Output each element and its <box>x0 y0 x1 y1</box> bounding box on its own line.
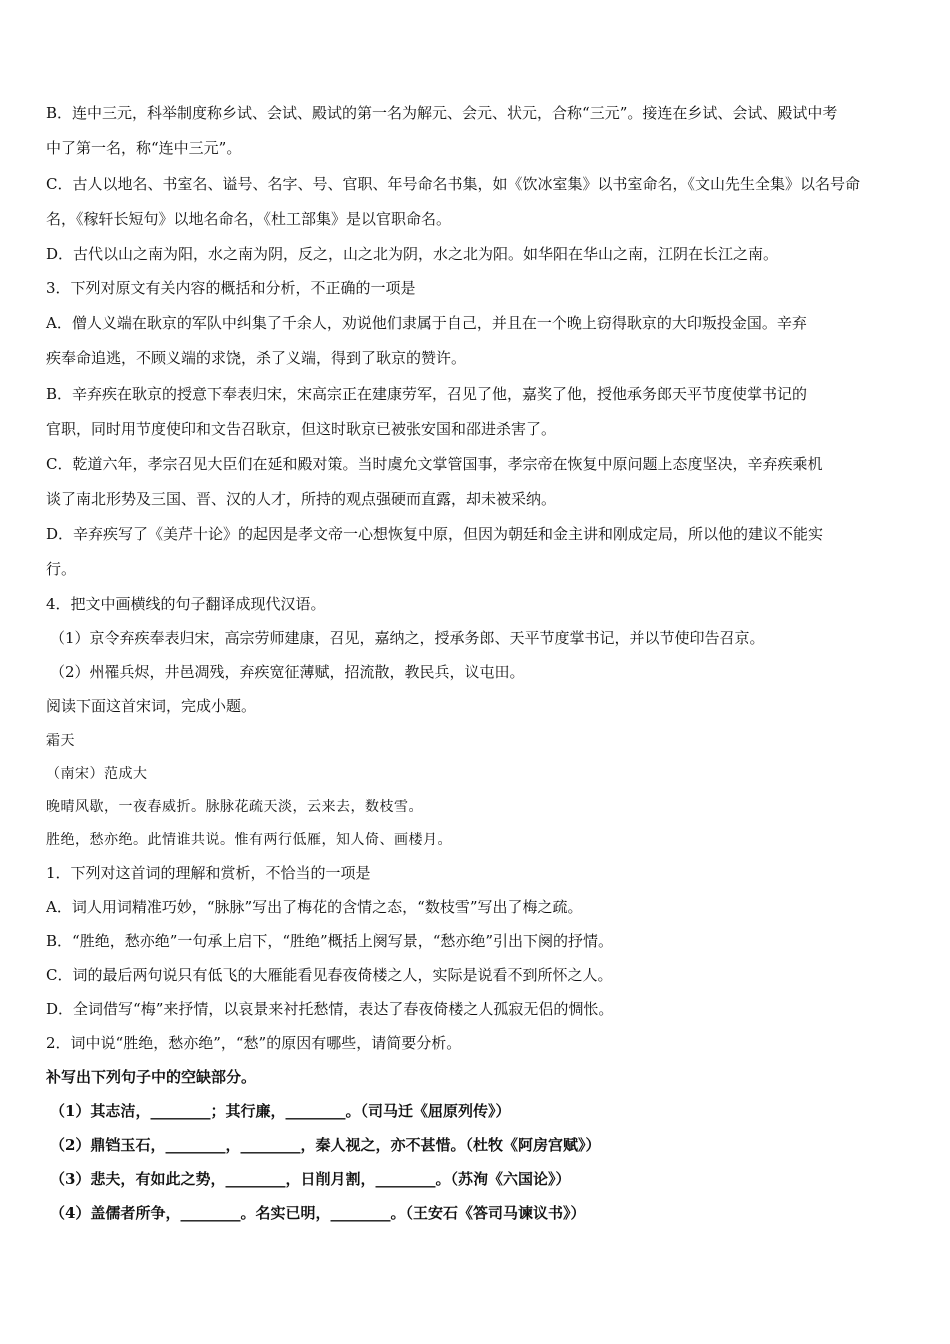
fill-in-item-3: （3）悲夫，有如此之势，________，日削月割，________。（苏洵《六国论》） <box>50 1170 571 1188</box>
poem-stanza-1: 晚晴风歇，一夜春威折。脉脉花疏天淡，云来去，数枝雪。 <box>46 799 423 815</box>
poem-question-2: 2．词中说“胜绝，愁亦绝”，“愁”的原因有哪些，请简要分析。 <box>46 1034 462 1052</box>
poem-q1-option-a: A．词人用词精准巧妙，“脉脉”写出了梅花的含情之态，“数枝雪”写出了梅之疏。 <box>46 898 583 916</box>
poem-title: 霜天 <box>46 733 75 749</box>
poem-stanza-2: 胜绝，愁亦绝。此情谁共说。惟有两行低雁，知人倚、画楼月。 <box>46 832 452 848</box>
poem-author: （南宋）范成大 <box>46 766 148 782</box>
q3-option-b-line-2: 官职，同时用节度使印和文告召耿京，但这时耿京已被张安国和邵进杀害了。 <box>46 420 557 438</box>
q3-option-b-line-1: B．辛弃疾在耿京的授意下奉表归宋，宋高宗正在建康劳军，召见了他，嘉奖了他，授他承务郎天平节度使掌书记的 <box>46 385 808 403</box>
option-b-line-1: B．连中三元，科举制度称乡试、会试、殿试的第一名为解元、会元、状元，合称“三元”。接连在乡试、会试、殿试中考 <box>46 104 838 122</box>
question-3: 3．下列对原文有关内容的概括和分析，不正确的一项是 <box>46 279 416 297</box>
q3-option-a-line-1: A．僧人义端在耿京的军队中纠集了千余人，劝说他们隶属于自己，并且在一个晚上窃得耿京的大印叛投金国。辛弃 <box>46 314 807 332</box>
q3-option-d-line-2: 行。 <box>46 560 77 578</box>
poem-q1-option-b: B．“胜绝，愁亦绝”一句承上启下，“胜绝”概括上阕写景，“愁亦绝”引出下阕的抒情。 <box>46 932 614 950</box>
q3-option-d-line-1: D．辛弃疾写了《美芹十论》的起因是孝文帝一心想恢复中原，但因为朝廷和金主讲和刚成定局，所以他的建议不能实 <box>46 525 824 543</box>
fill-in-item-4: （4）盖儒者所争，________。名实已明，________。（王安石《答司马谏议书》） <box>50 1204 586 1222</box>
option-c-line-1: C．古人以地名、书室名、谥号、名字、号、官职、年号命名书集，如《饮冰室集》以书室命名，《文山先生全集》以名号命 <box>46 175 860 193</box>
poem-question-1: 1．下列对这首词的理解和赏析，不恰当的一项是 <box>46 864 371 882</box>
option-b-line-2: 中了第一名，称“连中三元”。 <box>46 139 242 157</box>
reading-instruction: 阅读下面这首宋词，完成小题。 <box>46 697 257 715</box>
fill-in-item-2: （2）鼎铛玉石，________，________，秦人视之，亦不甚惜。（杜牧《阿房宫赋》） <box>50 1136 601 1154</box>
option-d-line: D．古代以山之南为阳，水之南为阴，反之，山之北为阴，水之北为阳。如华阳在华山之南，江阴在长江之南。 <box>46 245 779 263</box>
poem-q1-option-c: C．词的最后两句说只有低飞的大雁能看见春夜倚楼之人，实际是说看不到所怀之人。 <box>46 966 613 984</box>
q3-option-c-line-1: C．乾道六年，孝宗召见大臣们在延和殿对策。当时虞允文掌管国事，孝宗帝在恢复中原问题上态度坚决，辛弃疾乘机 <box>46 455 823 473</box>
q4-sentence-2: （2）州罹兵烬，井邑凋残，弃疾宽征薄赋，招流散，教民兵，议屯田。 <box>50 663 525 681</box>
option-c-line-2: 名，《稼轩长短句》以地名命名，《杜工部集》是以官职命名。 <box>46 210 452 228</box>
q4-sentence-1: （1）京令弃疾奉表归宋，高宗劳师建康，召见，嘉纳之，授承务郎、天平节度掌书记，并以节使印告召京。 <box>50 629 765 647</box>
poem-q1-option-d: D．全词借写“梅”来抒情，以哀景来衬托愁情，表达了春夜倚楼之人孤寂无侣的惆怅。 <box>46 1000 614 1018</box>
q3-option-c-line-2: 谈了南北形势及三国、晋、汉的人才，所持的观点强硬而直露，却未被采纳。 <box>46 490 557 508</box>
question-4: 4．把文中画横线的句子翻译成现代汉语。 <box>46 595 326 613</box>
fill-in-heading: 补写出下列句子中的空缺部分。 <box>46 1068 257 1086</box>
fill-in-item-1: （1）其志洁，________；其行廉，________。（司马迁《屈原列传》） <box>50 1102 511 1120</box>
q3-option-a-line-2: 疾奉命追逃，不顾义端的求饶，杀了义端，得到了耿京的赞许。 <box>46 349 467 367</box>
